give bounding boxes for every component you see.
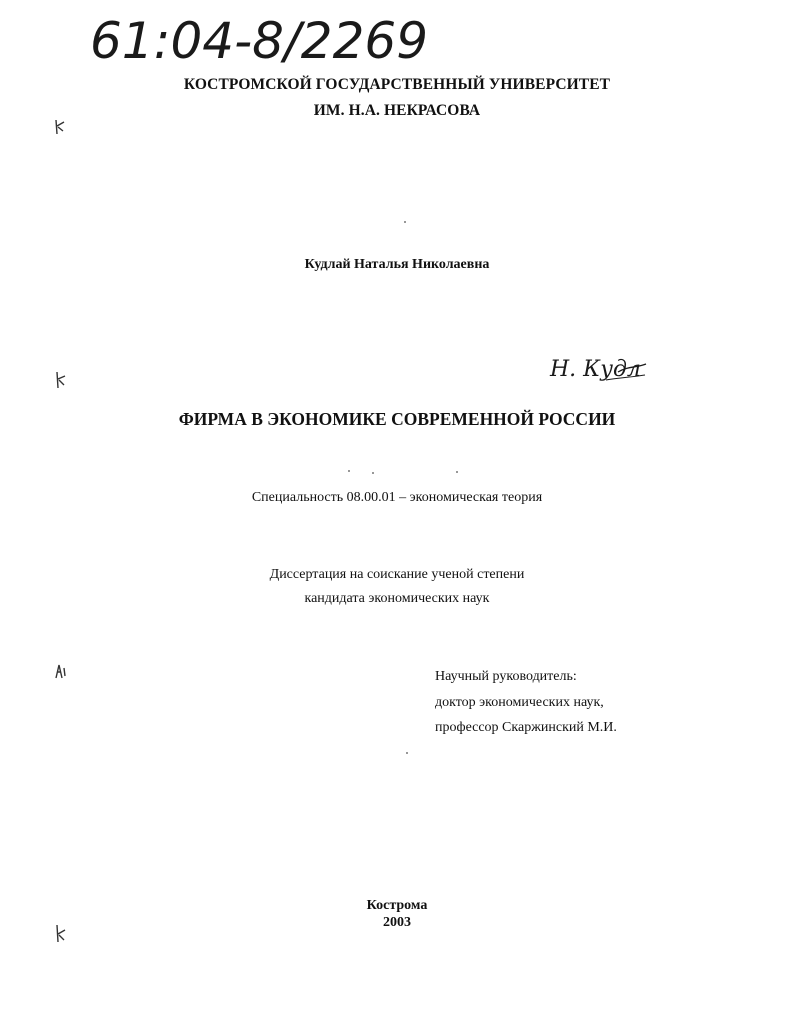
binding-mark: [50, 922, 72, 944]
university-name-line2: ИМ. Н.А. НЕКРАСОВА: [313, 102, 481, 119]
specialty-line: Специальность 08.00.01 – экономическая теория: [251, 490, 543, 505]
advisor-label: Научный руководитель:: [435, 669, 577, 684]
scan-speck: [372, 472, 374, 474]
binding-mark: [50, 660, 72, 682]
scan-speck: [406, 752, 408, 754]
archive-code-text: 61:04-8/2269: [90, 12, 429, 70]
scan-speck: [348, 470, 350, 472]
author-name: Кудлай Наталья Николаевна: [304, 257, 490, 272]
city: Кострома: [366, 898, 428, 913]
scan-speck: [456, 471, 458, 473]
binding-mark: [50, 368, 72, 390]
dissertation-title: ФИРМА В ЭКОНОМИКЕ СОВРЕМЕННОЙ РОССИИ: [178, 409, 616, 429]
university-name-line1: КОСТРОМСКОЙ ГОСУДАРСТВЕННЫЙ УНИВЕРСИТЕТ: [183, 76, 611, 93]
signature-text: Н. Кудл: [550, 357, 641, 382]
archive-code-handwriting: [90, 10, 480, 72]
author-signature: [548, 350, 648, 388]
dissertation-type-line1: Диссертация на соискание ученой степени: [269, 567, 525, 582]
binding-mark: [50, 116, 72, 138]
advisor-name: профессор Скаржинский М.И.: [435, 720, 617, 735]
dissertation-type-line2: кандидата экономических наук: [304, 591, 490, 606]
year: 2003: [383, 915, 411, 930]
scan-speck: [404, 221, 406, 223]
advisor-degree: доктор экономических наук,: [435, 695, 604, 710]
